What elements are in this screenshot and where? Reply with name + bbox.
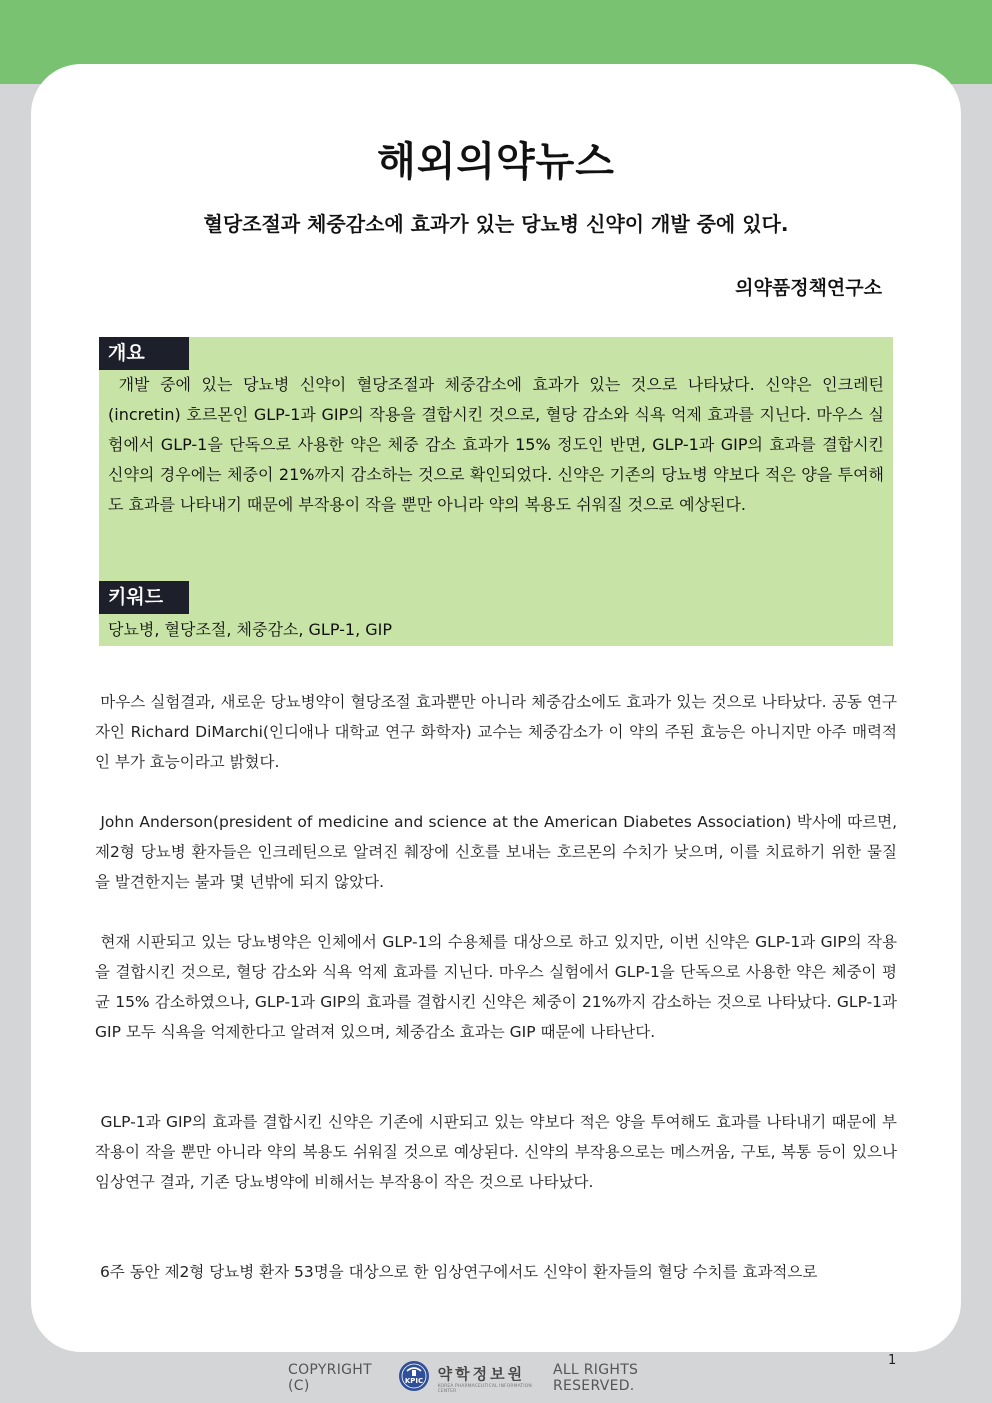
footer-org [438, 1363, 541, 1394]
kpic-logo-icon [398, 1360, 430, 1396]
paragraph-text: John Anderson(president of medicine and science at the American Diabetes Association) 박사에 따르면, 제2형 당뇨병 환자들은 인크레틴으로 알려진 췌장에 신호를 보내는 호르몬의 수치가 낮으며, 이를 치료하기 위한 물질을 발견한지는 불과 몇 년밖에 되지 않았다. [95, 813, 897, 891]
body-paragraph-2 [95, 807, 897, 897]
keywords-label: 키워드 [99, 581, 189, 614]
paragraph-text: 6주 동안 제2형 당뇨병 환자 53명을 대상으로 한 임상연구에서도 신약이 환자들의 혈당 수치를 효과적으로 [99, 1263, 818, 1281]
page-number: 1 [888, 1353, 897, 1368]
page-title: 해외의약뉴스 [377, 139, 615, 185]
paragraph-text: 마우스 실험결과, 새로운 당뇨병약이 혈당조절 효과뿐만 아니라 체중감소에도 효과가 있는 것으로 나타났다. 공동 연구자인 Richard DiMarchi(인디애나 대학교 연구 화학자) 교수는 체중감소가 이 약의 주된 효능은 아니지만 아주 매력적인 부가 효능이라고 밝혔다. [95, 693, 897, 771]
paragraph-text: GLP-1과 GIP의 효과를 결합시킨 신약은 기존에 시판되고 있는 약보다 적은 양을 투여해도 효과를 나타내기 때문에 부작용이 작을 뿐만 아니라 약의 복용도 쉬워질 것으로 예상된다. 신약의 부작용으로는 메스꺼움, 구토, 복통 등이 있으나 임상연구 결과, 기존 당뇨병약에 비해서는 부작용이 작은 것으로 나타났다. [95, 1113, 897, 1191]
body-paragraph-4 [95, 1107, 897, 1197]
rights-text: ALL RIGHTS RESERVED. [552, 1362, 639, 1394]
logo-lettering: KPIC [404, 1377, 423, 1385]
footer-org-name: 약학정보원 [437, 1364, 526, 1383]
keywords-text: 당뇨병, 혈당조절, 체중감소, GLP-1, GIP [108, 620, 393, 639]
body-paragraph-1 [95, 687, 897, 777]
summary-text [108, 370, 884, 520]
summary-label: 개요 [99, 337, 189, 370]
publisher-name: 의약품정책연구소 [735, 277, 882, 299]
footer [288, 1360, 708, 1396]
footer-org-name-en: KOREA PHARMACEUTICAL INFORMATION CENTER [437, 1383, 532, 1394]
body-paragraph-3 [95, 927, 897, 1047]
body-paragraph-5 [95, 1257, 897, 1287]
article-headline: 혈당조절과 체중감소에 효과가 있는 당뇨병 신약이 개발 중에 있다. [203, 212, 789, 236]
paragraph-text: 현재 시판되고 있는 당뇨병약은 인체에서 GLP-1의 수용체를 대상으로 하고 있지만, 이번 신약은 GLP-1과 GIP의 작용을 결합시킨 것으로, 혈당 감소와 식욕 억제 효과를 지닌다. 마우스 실험에서 GLP-1을 단독으로 사용한 약은 체중이 평균 15% 감소하였으나, GLP-1과 GIP의 효과를 결합시킨 신약은 체중이 21%까지 감소하는 것으로 나타났다. GLP-1과 GIP 모두 식욕을 억제한다고 알려져 있으며, 체중감소 효과는 GIP 때문에 나타난다. [95, 933, 897, 1041]
summary-body: 개발 중에 있는 당뇨병 신약이 혈당조절과 체중감소에 효과가 있는 것으로 나타났다. 신약은 인크레틴(incretin) 호르몬인 GLP-1과 GIP의 작용을 결합시킨 것으로, 혈당 감소와 식욕 억제 효과를 지닌다. 마우스 실험에서 GLP-1을 단독으로 사용한 약은 체중 감소 효과가 15% 정도인 반면, GLP-1과 GIP의 효과를 결합시킨 신약의 경우에는 체중이 21%까지 감소하는 것으로 확인되었다. 신약은 기존의 당뇨병 약보다 적은 양을 투여해도 효과를 나타내기 때문에 부작용이 작을 뿐만 아니라 약의 복용도 쉬워질 것으로 예상된다. [108, 375, 884, 514]
copyright-text: COPYRIGHT (C) [288, 1362, 372, 1394]
